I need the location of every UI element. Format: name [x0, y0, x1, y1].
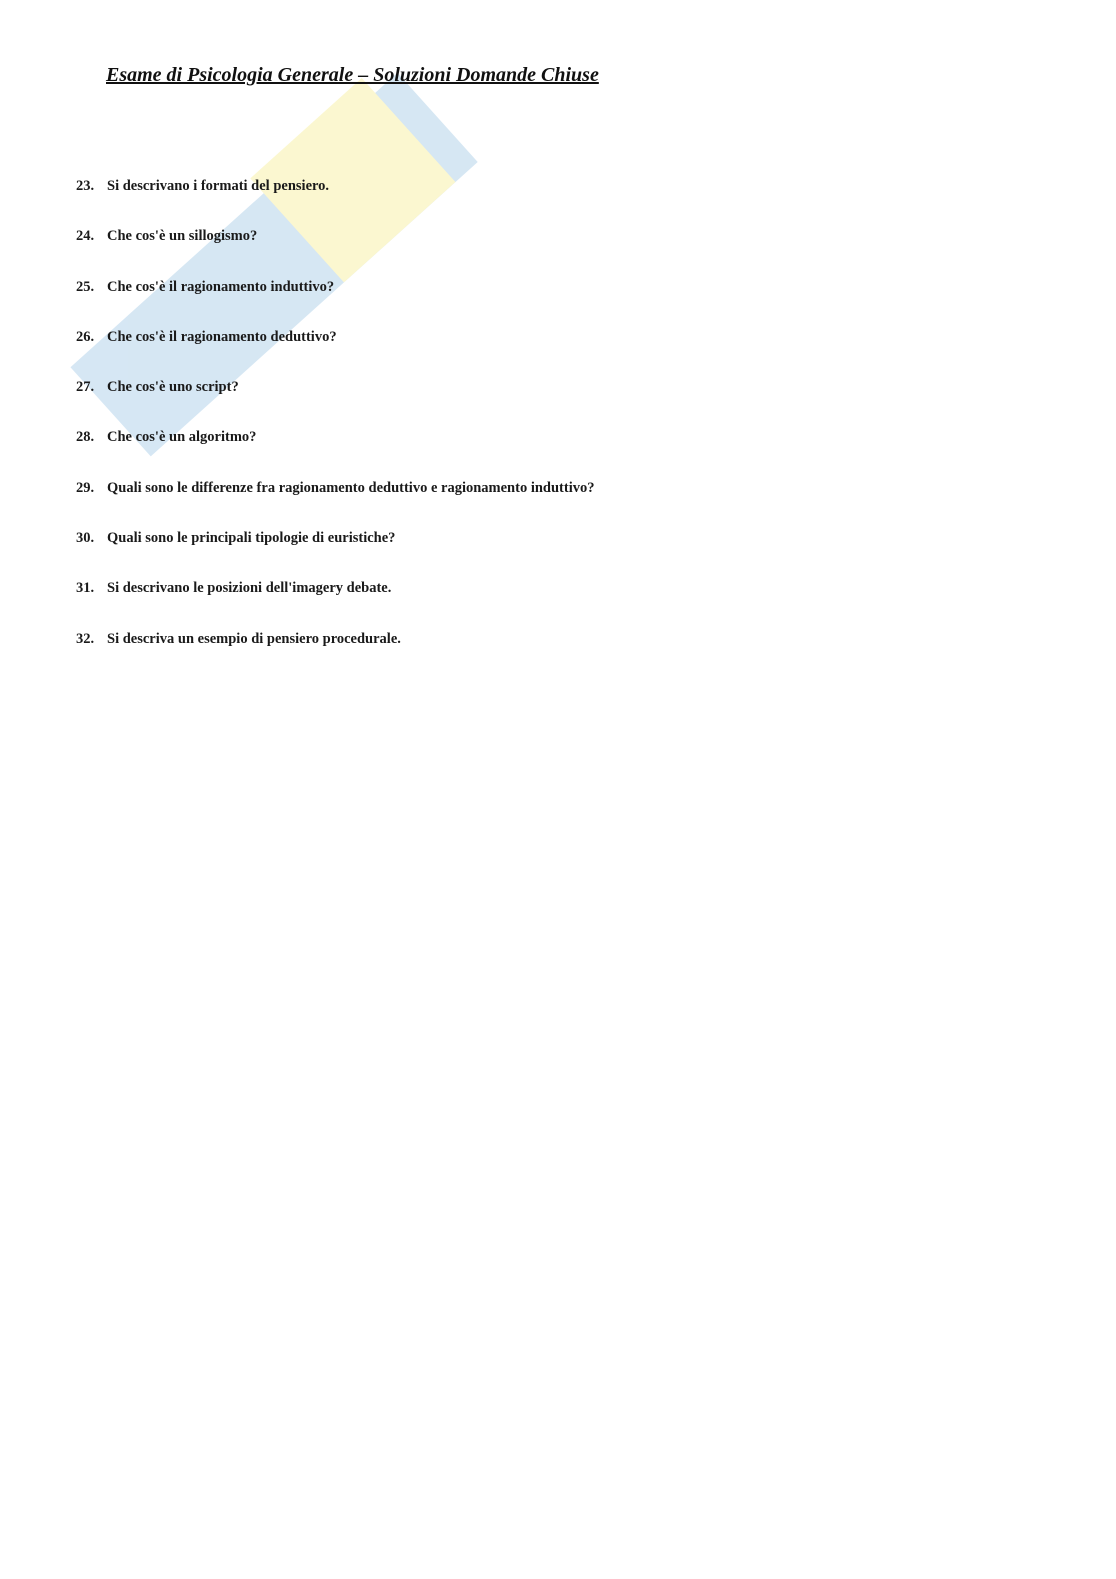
question-text: Si descrivano i formati del pensiero.	[107, 178, 330, 194]
question-text: Che cos'è uno script?	[107, 379, 239, 396]
question-text: Si descriva un esempio di pensiero procedurale.	[107, 630, 401, 647]
question-number: 26.	[76, 328, 95, 345]
question-number: 32.	[76, 630, 95, 647]
question-number: 29.	[76, 479, 95, 496]
question-number: 24.	[76, 228, 95, 245]
question-item	[76, 379, 594, 429]
question-text: Quali sono le differenze fra ragionamento deduttivo e ragionamento induttivo?	[107, 479, 595, 496]
question-item	[76, 429, 594, 479]
page-title: Esame di Psicologia Generale – Soluzioni Domande Chiuse	[106, 64, 599, 86]
question-text: Che cos'è un algoritmo?	[107, 429, 257, 446]
question-item	[76, 279, 594, 329]
question-number: 25.	[76, 278, 95, 295]
question-number: 28.	[76, 429, 95, 446]
question-text: Che cos'è un sillogismo?	[107, 228, 258, 245]
question-item	[76, 631, 594, 681]
question-text: Che cos'è il ragionamento induttivo?	[107, 278, 335, 295]
question-number: 30.	[76, 530, 95, 547]
question-item	[76, 178, 594, 228]
question-item	[76, 480, 594, 530]
question-number: 31.	[76, 580, 95, 597]
question-list	[76, 178, 594, 681]
question-item	[76, 530, 594, 580]
question-item	[76, 329, 594, 379]
question-text: Quali sono le principali tipologie di euristiche?	[107, 530, 396, 547]
question-number: 27.	[76, 379, 95, 396]
question-text: Si descrivano le posizioni dell'imagery debate.	[107, 580, 392, 597]
question-item	[76, 580, 594, 630]
question-number: 23.	[76, 178, 95, 194]
question-text: Che cos'è il ragionamento deduttivo?	[107, 328, 337, 345]
question-item	[76, 228, 594, 278]
